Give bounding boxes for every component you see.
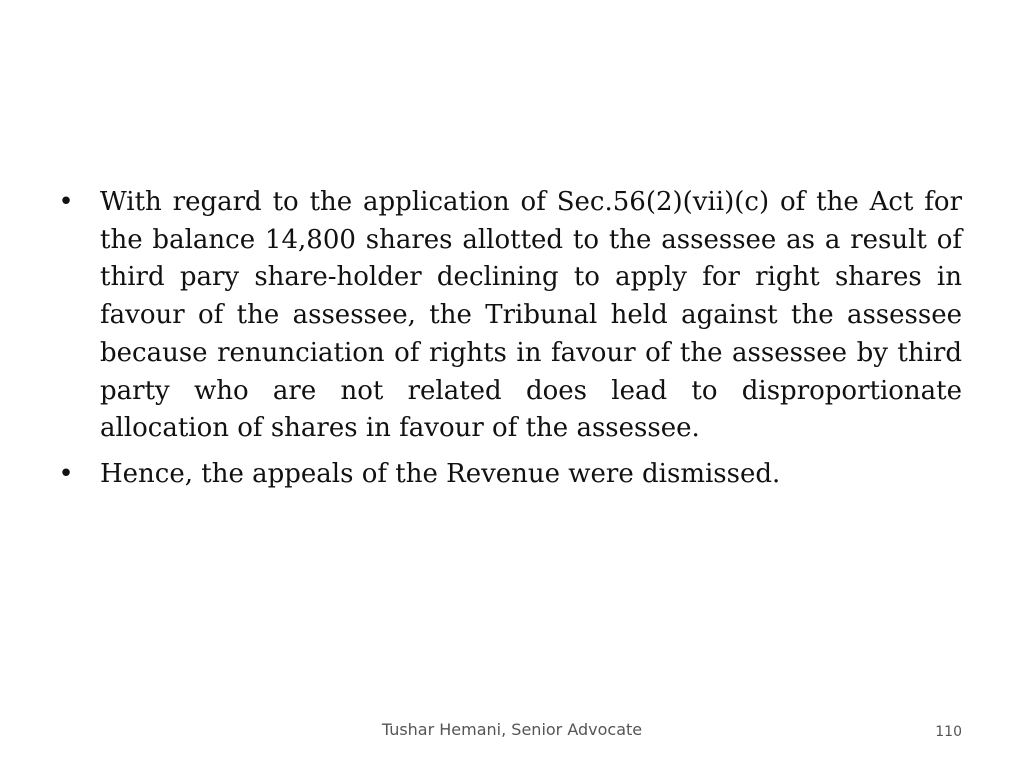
footer-author: Tushar Hemani, Senior Advocate <box>381 720 643 739</box>
bullet-text: With regard to the application of Sec.56(2)(vii)(c) of the Act for the balance 14,800 shares allotted to the assessee as a result of third pary share-holder declining to apply for right shares in favour of the assessee, the Tribunal held against the assessee because renunciation of rights in favour of the assessee by third party who are not related does lead to disproportionate allocation of shares in favour of the assessee. <box>100 187 962 444</box>
bullet-item <box>56 184 962 448</box>
bullet-list <box>56 184 962 502</box>
bullet-icon: • <box>58 187 74 217</box>
page-number: 110 <box>935 724 962 740</box>
bullet-text: Hence, the appeals of the Revenue were dismissed. <box>100 458 781 489</box>
bullet-item <box>56 456 962 494</box>
bullet-icon: • <box>58 458 74 489</box>
